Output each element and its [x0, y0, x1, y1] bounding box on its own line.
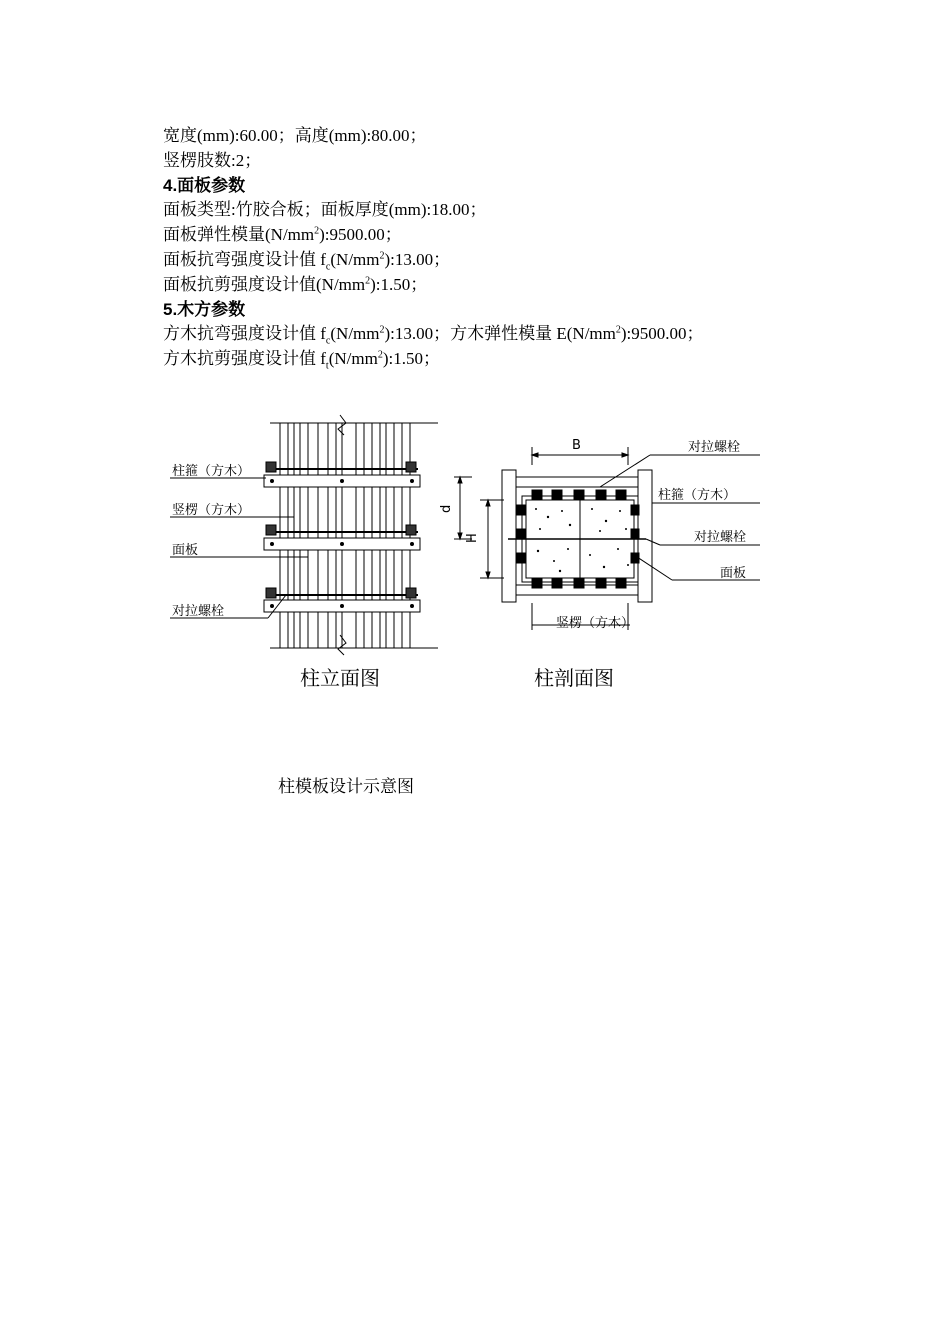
- section-heading-panel: [163, 174, 863, 199]
- elev-label-vertical: 竖楞（方木）: [172, 503, 251, 518]
- width-height-line: [163, 124, 863, 149]
- subscript: t: [325, 360, 329, 372]
- figure-caption: 柱模板设计示意图: [278, 777, 414, 796]
- superscript: 2: [615, 324, 621, 336]
- elev-label-hoop: 柱箍（方木）: [172, 464, 251, 479]
- text: ):13.00；: [384, 249, 451, 269]
- superscript: 2: [379, 250, 385, 262]
- timber-bending-line: [163, 322, 863, 347]
- section-heading-timber: [163, 298, 863, 323]
- superscript: 2: [314, 225, 320, 237]
- text: (N/mm: [330, 249, 380, 269]
- column-formwork-figure: [160, 405, 780, 705]
- superscript: 2: [379, 324, 385, 336]
- text: ):1.50；: [382, 349, 440, 369]
- text: ):13.00；方木弹性模量 E(N/mm: [384, 324, 616, 344]
- formwork-drawing: [160, 405, 780, 705]
- panel-shear-line: [163, 273, 863, 298]
- panel-type-line: [163, 198, 863, 223]
- text: 面板抗剪强度设计值(N/mm: [163, 274, 366, 294]
- text: 面板抗弯强度设计值 f: [163, 249, 326, 269]
- text: ):9500.00；: [319, 225, 402, 245]
- vertical-count-line: [163, 149, 863, 174]
- elev-label-panel: 面板: [172, 543, 199, 558]
- sect-label-bolt-mid: 对拉螺栓: [694, 530, 747, 545]
- text: 5.木方参数: [163, 299, 246, 319]
- sect-label-vertical: 竖楞（方木）: [556, 616, 635, 631]
- superscript: 2: [365, 275, 371, 287]
- sect-label-hoop: 柱箍（方木）: [658, 488, 737, 503]
- text: 宽度(mm):60.00；高度(mm):80.00；: [163, 126, 427, 145]
- subscript: c: [325, 335, 331, 347]
- panel-bending-line: [163, 248, 863, 273]
- text: 方木抗剪强度设计值 f: [163, 349, 326, 369]
- panel-modulus-line: [163, 223, 863, 248]
- text: (N/mm: [328, 349, 378, 369]
- sect-label-panel: 面板: [720, 566, 747, 581]
- text: 面板类型:竹胶合板；面板厚度(mm):18.00；: [163, 200, 487, 220]
- elev-label-bolt: 对拉螺栓: [172, 604, 225, 619]
- subscript: c: [325, 261, 331, 273]
- elevation-title: 柱立面图: [300, 666, 380, 690]
- text: 竖楞肢数:2；: [163, 150, 262, 170]
- dimension-H: H: [465, 533, 480, 543]
- superscript: 2: [377, 349, 383, 361]
- text: 方木抗弯强度设计值 f: [163, 324, 326, 344]
- text: ):1.50；: [370, 274, 428, 294]
- parameter-text: [163, 124, 863, 372]
- sect-label-bolt-top: 对拉螺栓: [688, 440, 741, 455]
- timber-shear-line: [163, 347, 863, 372]
- dimension-d: d: [439, 504, 454, 513]
- text: ):9500.00；: [620, 324, 704, 344]
- dimension-B: B: [572, 438, 581, 453]
- section-title: 柱剖面图: [534, 666, 614, 690]
- text: 4.面板参数: [163, 175, 246, 195]
- text: 面板弹性模量(N/mm: [163, 225, 315, 245]
- elevation-view: [170, 415, 438, 655]
- text: (N/mm: [330, 324, 380, 344]
